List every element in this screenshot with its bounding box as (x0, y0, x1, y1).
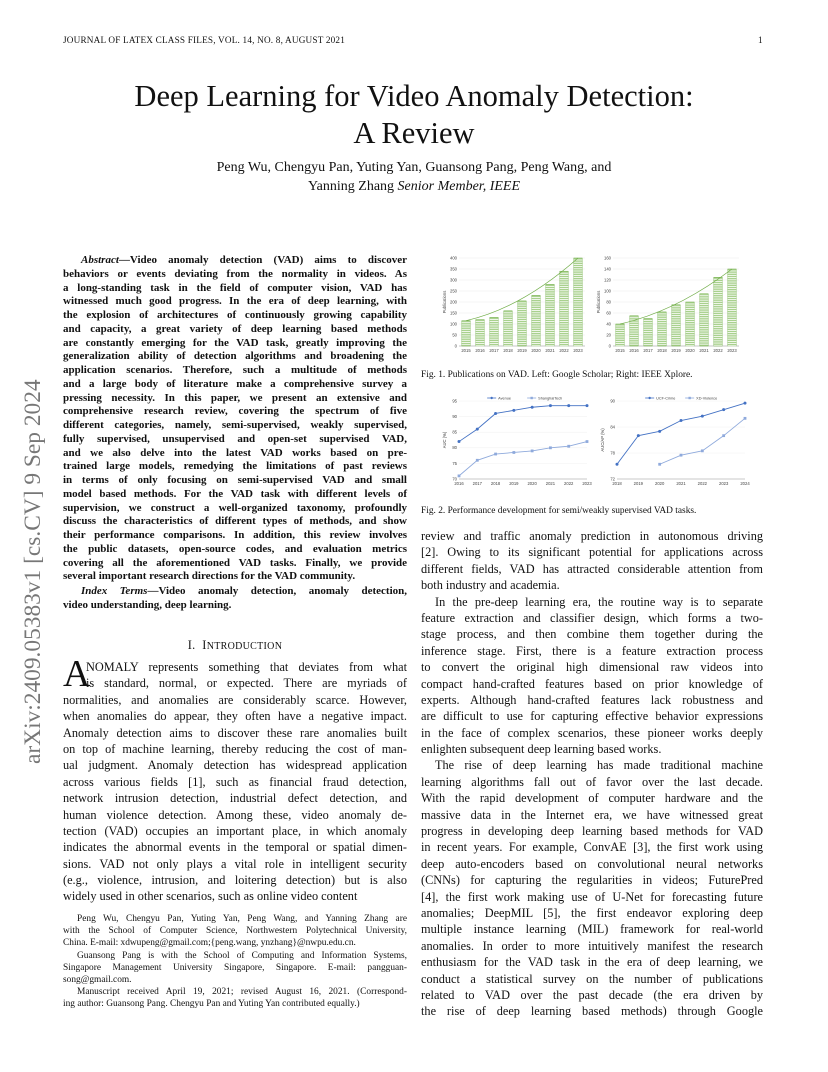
intro-line: widely used in other scenarios, such as online video content (63, 889, 358, 904)
abstract-line: the public datasets, open-source codes, and evaluation metrics (63, 542, 407, 555)
x-tick-label: 2018 (503, 348, 513, 353)
data-point (586, 440, 589, 443)
x-tick-label: 2023 (719, 481, 729, 486)
data-point (701, 415, 704, 418)
x-tick-label: 2021 (699, 348, 709, 353)
abstract (63, 254, 407, 584)
data-point (658, 463, 661, 466)
data-point (744, 417, 747, 420)
data-point (722, 434, 725, 437)
y-tick-label: 90 (610, 398, 615, 404)
footnote-line: song@gmail.com. (63, 974, 132, 985)
y-tick-label: 160 (604, 255, 611, 261)
data-point (476, 459, 479, 462)
data-point (567, 445, 570, 448)
section-heading: I. INTRODUCTION (187, 638, 283, 652)
body-line: [2]. Owing to its significant potential for applications across (421, 545, 763, 560)
body-line: both industry and academia. (421, 578, 560, 593)
footnote-line: Singapore Management University Singapore, Singapore. E-mail: pangguan- (63, 962, 407, 973)
intro-line: network intrusion detection, industrial defect detection, and (63, 791, 407, 806)
running-head: JOURNAL OF LATEX CLASS FILES, VOL. 14, NO. 8, AUGUST 2021 (63, 35, 346, 45)
title-line-2: A Review (353, 116, 475, 150)
abstract-line: covering all the aforementioned VAD tasks. Finally, we provide (63, 556, 407, 569)
body-line: experts. Although hand-crafted features lack robustness and (421, 692, 763, 707)
abstract-line: witnessed much good progress. In the era of deep learning, with (63, 295, 407, 308)
abstract-line: several important research directions for the VAD community. (63, 570, 356, 583)
y-tick-label: 78 (610, 450, 615, 456)
body-line: conduct a statistical survey on the number of publications (421, 971, 763, 986)
body-line: inference stage. First, there is a feature extraction process (421, 643, 763, 658)
y-tick-label: 60 (606, 310, 611, 316)
body-line: are difficult to use for capturing effective behavior expressions (421, 709, 763, 724)
data-point (531, 450, 534, 453)
x-tick-label: 2015 (615, 348, 625, 353)
y-tick-label: 20 (606, 332, 611, 338)
x-tick-label: 2017 (489, 348, 499, 353)
body-line: in the face of complex scenarios, these pioneer works deeply (421, 725, 763, 740)
body-line: With the rapid development of computer hardware and the (421, 791, 763, 806)
abstract-line: comprehensive research review, covering the spectrum of five (63, 405, 407, 418)
intro-line: tection (VAD) occupies an important place, in which anomaly (63, 823, 407, 838)
x-tick-label: 2022 (564, 481, 574, 486)
data-point (549, 446, 552, 449)
legend-label: ShanghaiTech (538, 396, 563, 401)
y-tick-label: 0 (608, 343, 611, 349)
intro-line: on top of machine learning, thereby reducing the cost of man- (63, 741, 407, 756)
body-line: The rise of deep learning has made traditional machine (435, 758, 763, 773)
body-line: massive data in the Internet era, we have witnessed great (421, 807, 763, 822)
intro-line: Anomaly detection aims to discover these rare anomalies built (63, 725, 407, 740)
bar (532, 295, 540, 346)
body-line: review and traffic anomaly prediction in autonomous driving (421, 529, 763, 543)
x-tick-label: 2019 (633, 481, 643, 486)
data-point (680, 454, 683, 457)
author-role: Senior Member, IEEE (397, 178, 521, 194)
y-tick-label: 300 (450, 277, 457, 283)
abstract-line: a long-standing task in the field of computer vision, VAD has (63, 281, 407, 294)
abstract-line: discuss the characteristics of different types of methods, and show (63, 515, 407, 528)
body-line: (CNNs) for capturing the regularities in videos; FuturePred (421, 873, 763, 888)
data-point (616, 463, 619, 466)
legend-marker (530, 397, 532, 399)
body-line: different fields, VAD has attracted considerable attention from (421, 561, 763, 576)
abstract-line: and we also delve into the latest VAD works based on pre- (63, 446, 407, 459)
x-tick-label: 2021 (676, 481, 686, 486)
y-axis-label: AUC/AP (%) (600, 428, 605, 452)
right-column-body (421, 528, 763, 1020)
y-tick-label: 40 (606, 321, 611, 327)
legend-marker (688, 397, 690, 399)
x-tick-label: 2020 (685, 348, 695, 353)
figure-1-caption: Fig. 1. Publications on VAD. Left: Google Scholar; Right: IEEE Xplore. (421, 370, 693, 380)
y-tick-label: 72 (610, 476, 615, 482)
intro-paragraph (63, 653, 407, 905)
x-tick-label: 2019 (517, 348, 527, 353)
legend-label: Avenue (498, 396, 511, 401)
abstract-line: are constantly emerging for the VAD task, greatly improving the (63, 336, 407, 349)
abstract-line (63, 254, 407, 268)
abstract-label: Abstract (81, 254, 119, 266)
y-tick-label: 400 (450, 255, 457, 261)
body-line: [4], the first work making use of U-Net for forecasting future (421, 889, 763, 904)
footnote-line: China. E-mail: xdwupeng@gmail.com;{peng.wang, ynzhang}@nwpu.edu.cn. (63, 938, 356, 949)
y-tick-label: 100 (604, 288, 611, 294)
y-axis-label: Publications (442, 290, 447, 314)
authors-line-1: Peng Wu, Chengyu Pan, Yuting Yan, Guansong Pang, Peng Wang, and (216, 160, 612, 175)
footnote-line: Peng Wu, Chengyu Pan, Yuting Yan, Peng Wang, and Yanning Zhang are (77, 914, 407, 924)
abstract-line: the explosion of architectures of continuously growing capability (63, 309, 407, 321)
footnote-line: Manuscript received April 19, 2021; revised August 16, 2021. (Correspond- (77, 987, 407, 998)
x-tick-label: 2020 (527, 481, 537, 486)
abstract-line: and a large body of literature make a comprehensive survey a (63, 377, 407, 390)
footnote-line: Guansong Pang is with the School of Computing and Information Systems, (77, 950, 407, 961)
body-line: compact hand-crafted features based on prior knowledge of (421, 676, 763, 691)
figure-2-caption: Fig. 2. Performance development for semi/weakly supervised VAD tasks. (421, 506, 697, 516)
y-tick-label: 250 (450, 288, 457, 294)
series-line (459, 406, 587, 442)
data-point (494, 453, 497, 456)
data-point (658, 430, 661, 433)
body-line: multiple instance learning (MIL) framework for real-world (421, 922, 763, 937)
title-line-1: Deep Learning for Video Anomaly Detection: (134, 79, 694, 113)
body-line: enthusiasm for the VAD task in the era of deep learning, we (421, 955, 763, 970)
intro-line: NOMALY represents something that deviates from what (86, 660, 407, 674)
x-tick-label: 2019 (509, 481, 519, 486)
body-line: in recent years. For example, ConvAE [3], the first work using (421, 840, 763, 855)
paper-title (0, 78, 828, 152)
data-point (722, 408, 725, 411)
y-tick-label: 200 (450, 299, 457, 305)
y-tick-label: 350 (450, 266, 457, 272)
y-tick-label: 70 (452, 476, 457, 482)
data-point (458, 440, 461, 443)
y-tick-label: 84 (610, 424, 615, 430)
y-tick-label: 120 (604, 277, 611, 283)
abstract-line: application scenarios. Therefore, such a multitude of methods (63, 364, 407, 376)
body-line: In the pre-deep learning era, the routine way is to separate (435, 594, 763, 609)
x-tick-label: 2016 (454, 481, 464, 486)
x-tick-label: 2018 (490, 481, 501, 486)
x-tick-label: 2023 (727, 348, 737, 353)
x-tick-label: 2016 (629, 348, 639, 353)
x-tick-label: 2017 (643, 348, 653, 353)
data-point (549, 404, 552, 407)
footnotes (63, 913, 407, 1011)
x-tick-label: 2023 (573, 348, 583, 353)
body-line: stage process, and then combine them together during the (421, 627, 763, 642)
body-line: anomalies; DeepMIL [5], the first endeavor exploring deep (421, 905, 763, 920)
body-line: deep auto-encoders based on convolutional neural networks (421, 856, 763, 871)
bar-chart-0 (442, 255, 585, 353)
data-point (512, 451, 515, 454)
index-terms-label: Index Terms (81, 585, 148, 597)
abstract-line: different categories, namely, semi-supervised, weakly supervised, (63, 419, 407, 431)
x-tick-label: 2019 (671, 348, 681, 353)
index-terms-line (63, 585, 407, 599)
body-line: progress in developing deep learning based methods for VAD (421, 824, 763, 839)
x-tick-label: 2020 (655, 481, 665, 486)
y-tick-label: 50 (452, 332, 457, 338)
y-tick-label: 0 (454, 343, 457, 349)
data-point (701, 449, 704, 452)
y-tick-label: 150 (450, 310, 457, 316)
data-point (531, 406, 534, 409)
figure-1 (421, 252, 763, 360)
y-tick-label: 140 (604, 266, 611, 272)
y-tick-label: 80 (606, 299, 611, 305)
index-terms (63, 585, 407, 613)
index-terms-line: video understanding, deep learning. (63, 598, 232, 611)
x-tick-label: 2017 (472, 481, 482, 486)
y-tick-label: 95 (452, 398, 457, 404)
legend-marker (490, 397, 492, 399)
abstract-text: —Video anomaly detection (VAD) aims to discover (118, 254, 407, 266)
page-number: 1 (758, 35, 763, 45)
y-tick-label: 85 (452, 429, 457, 435)
author-list (0, 159, 828, 196)
data-point (458, 474, 461, 477)
body-line: feature extraction and classifier design, which forms a two- (421, 610, 763, 625)
intro-line: human violence detection. Among these, video anomaly de- (63, 807, 407, 822)
abstract-line: trained large models, remedying the limitations of past reviews (63, 460, 407, 473)
legend-label: UCF-Crime (656, 396, 676, 401)
y-axis-label: Publications (596, 290, 601, 314)
y-axis-label: AUC (%) (442, 431, 447, 449)
data-point (680, 419, 683, 422)
footnote-line: ing author: Guansong Pang. Chengyu Pan and Yuting Yan contributed equally.) (63, 999, 360, 1010)
authors-line-2 (0, 178, 828, 197)
body-line: learning algorithms fall out of favor over the last decade. (421, 774, 763, 789)
author-name: Yanning Zhang (307, 178, 395, 194)
line-chart-2 (442, 396, 592, 486)
index-terms-text: —Video anomaly detection, anomaly detection, (147, 585, 407, 597)
x-tick-label: 2022 (713, 348, 723, 353)
line-chart-3 (600, 396, 750, 486)
data-point (637, 434, 640, 437)
data-point (476, 428, 479, 431)
bar (714, 277, 722, 346)
abstract-line: fully supervised, unsupervised and open-set supervised VAD, (63, 432, 407, 445)
figure-2 (421, 393, 763, 491)
data-point (494, 412, 497, 415)
x-tick-label: 2023 (582, 481, 592, 486)
x-tick-label: 2015 (461, 348, 471, 353)
intro-line: sions. VAD not only plays a vital role in intelligent security (63, 856, 407, 871)
abstract-line: and capacity, a great variety of deep learning based methods (63, 322, 407, 335)
abstract-line: supervision, we construct a well-organized taxonomy, profoundly (63, 501, 407, 514)
x-tick-label: 2020 (531, 348, 541, 353)
y-tick-label: 100 (450, 321, 457, 327)
body-line: enlighten subsequent deep learning based works. (421, 742, 662, 757)
abstract-line: model based methods. For the VAD task with different levels of (63, 487, 407, 500)
intro-line: when anomalies do appear, they often have a negative impact. (63, 709, 407, 724)
body-line: related to VAD over the past decade (the era driven by (421, 987, 763, 1002)
x-tick-label: 2018 (657, 348, 667, 353)
bar-chart-1 (596, 255, 739, 353)
intro-line: is standard, normal, or expected. There are myriads of (86, 676, 407, 691)
data-point (586, 404, 589, 407)
data-point (567, 404, 570, 407)
x-tick-label: 2021 (545, 481, 556, 486)
x-tick-label: 2016 (475, 348, 485, 353)
intro-line: indicates the abnormal events in the temporal or spatial dimen- (63, 840, 407, 855)
intro-line: ual judgment. Anomaly detection has widespread application (63, 758, 407, 773)
x-tick-label: 2022 (697, 481, 707, 486)
y-tick-label: 80 (452, 445, 457, 451)
x-tick-label: 2021 (545, 348, 555, 353)
abstract-line: pressing necessity. In this paper, we present an extensive and (63, 391, 407, 404)
intro-line: (e.g., violence, intrusion, and loitering detection) but is also (63, 873, 407, 888)
arxiv-id: arXiv:2409.05383v1 [cs.CV] 9 Sep 2024 (20, 379, 46, 764)
abstract-line: their performance comparisons. In addition, this review involves (63, 529, 407, 541)
x-tick-label: 2024 (740, 481, 750, 486)
data-point (744, 402, 747, 405)
arxiv-stamp (10, 294, 50, 764)
legend-label: XD-Violence (696, 396, 718, 401)
data-point (512, 409, 515, 412)
y-tick-label: 75 (452, 460, 457, 466)
y-tick-label: 90 (452, 414, 457, 419)
abstract-line: behaviors or events deviating from the normality in videos. As (63, 267, 407, 280)
intro-line: normalities, and anomalies are considerably scarce. However, (63, 692, 407, 707)
abstract-line: in terms of only focusing on semi-supervised VAD and small (63, 474, 407, 486)
footnote-line: with the School of Computer Science, Northwestern Polytechnical University, (63, 926, 407, 937)
intro-line: across various fields [1], such as financial fraud detection, (63, 774, 407, 789)
drop-cap: A (63, 653, 91, 695)
legend-marker (648, 397, 650, 399)
abstract-line: generalization ability of detection algorithms and broadening the (63, 350, 407, 363)
x-tick-label: 2022 (559, 348, 569, 353)
body-line: to convert the original high dimensional raw videos into (421, 660, 763, 675)
body-line: anomalies. In order to more intuitively manifest the research (421, 938, 763, 953)
body-line: the rise of deep learning based methods) through Google (421, 1004, 763, 1019)
x-tick-label: 2018 (612, 481, 622, 486)
